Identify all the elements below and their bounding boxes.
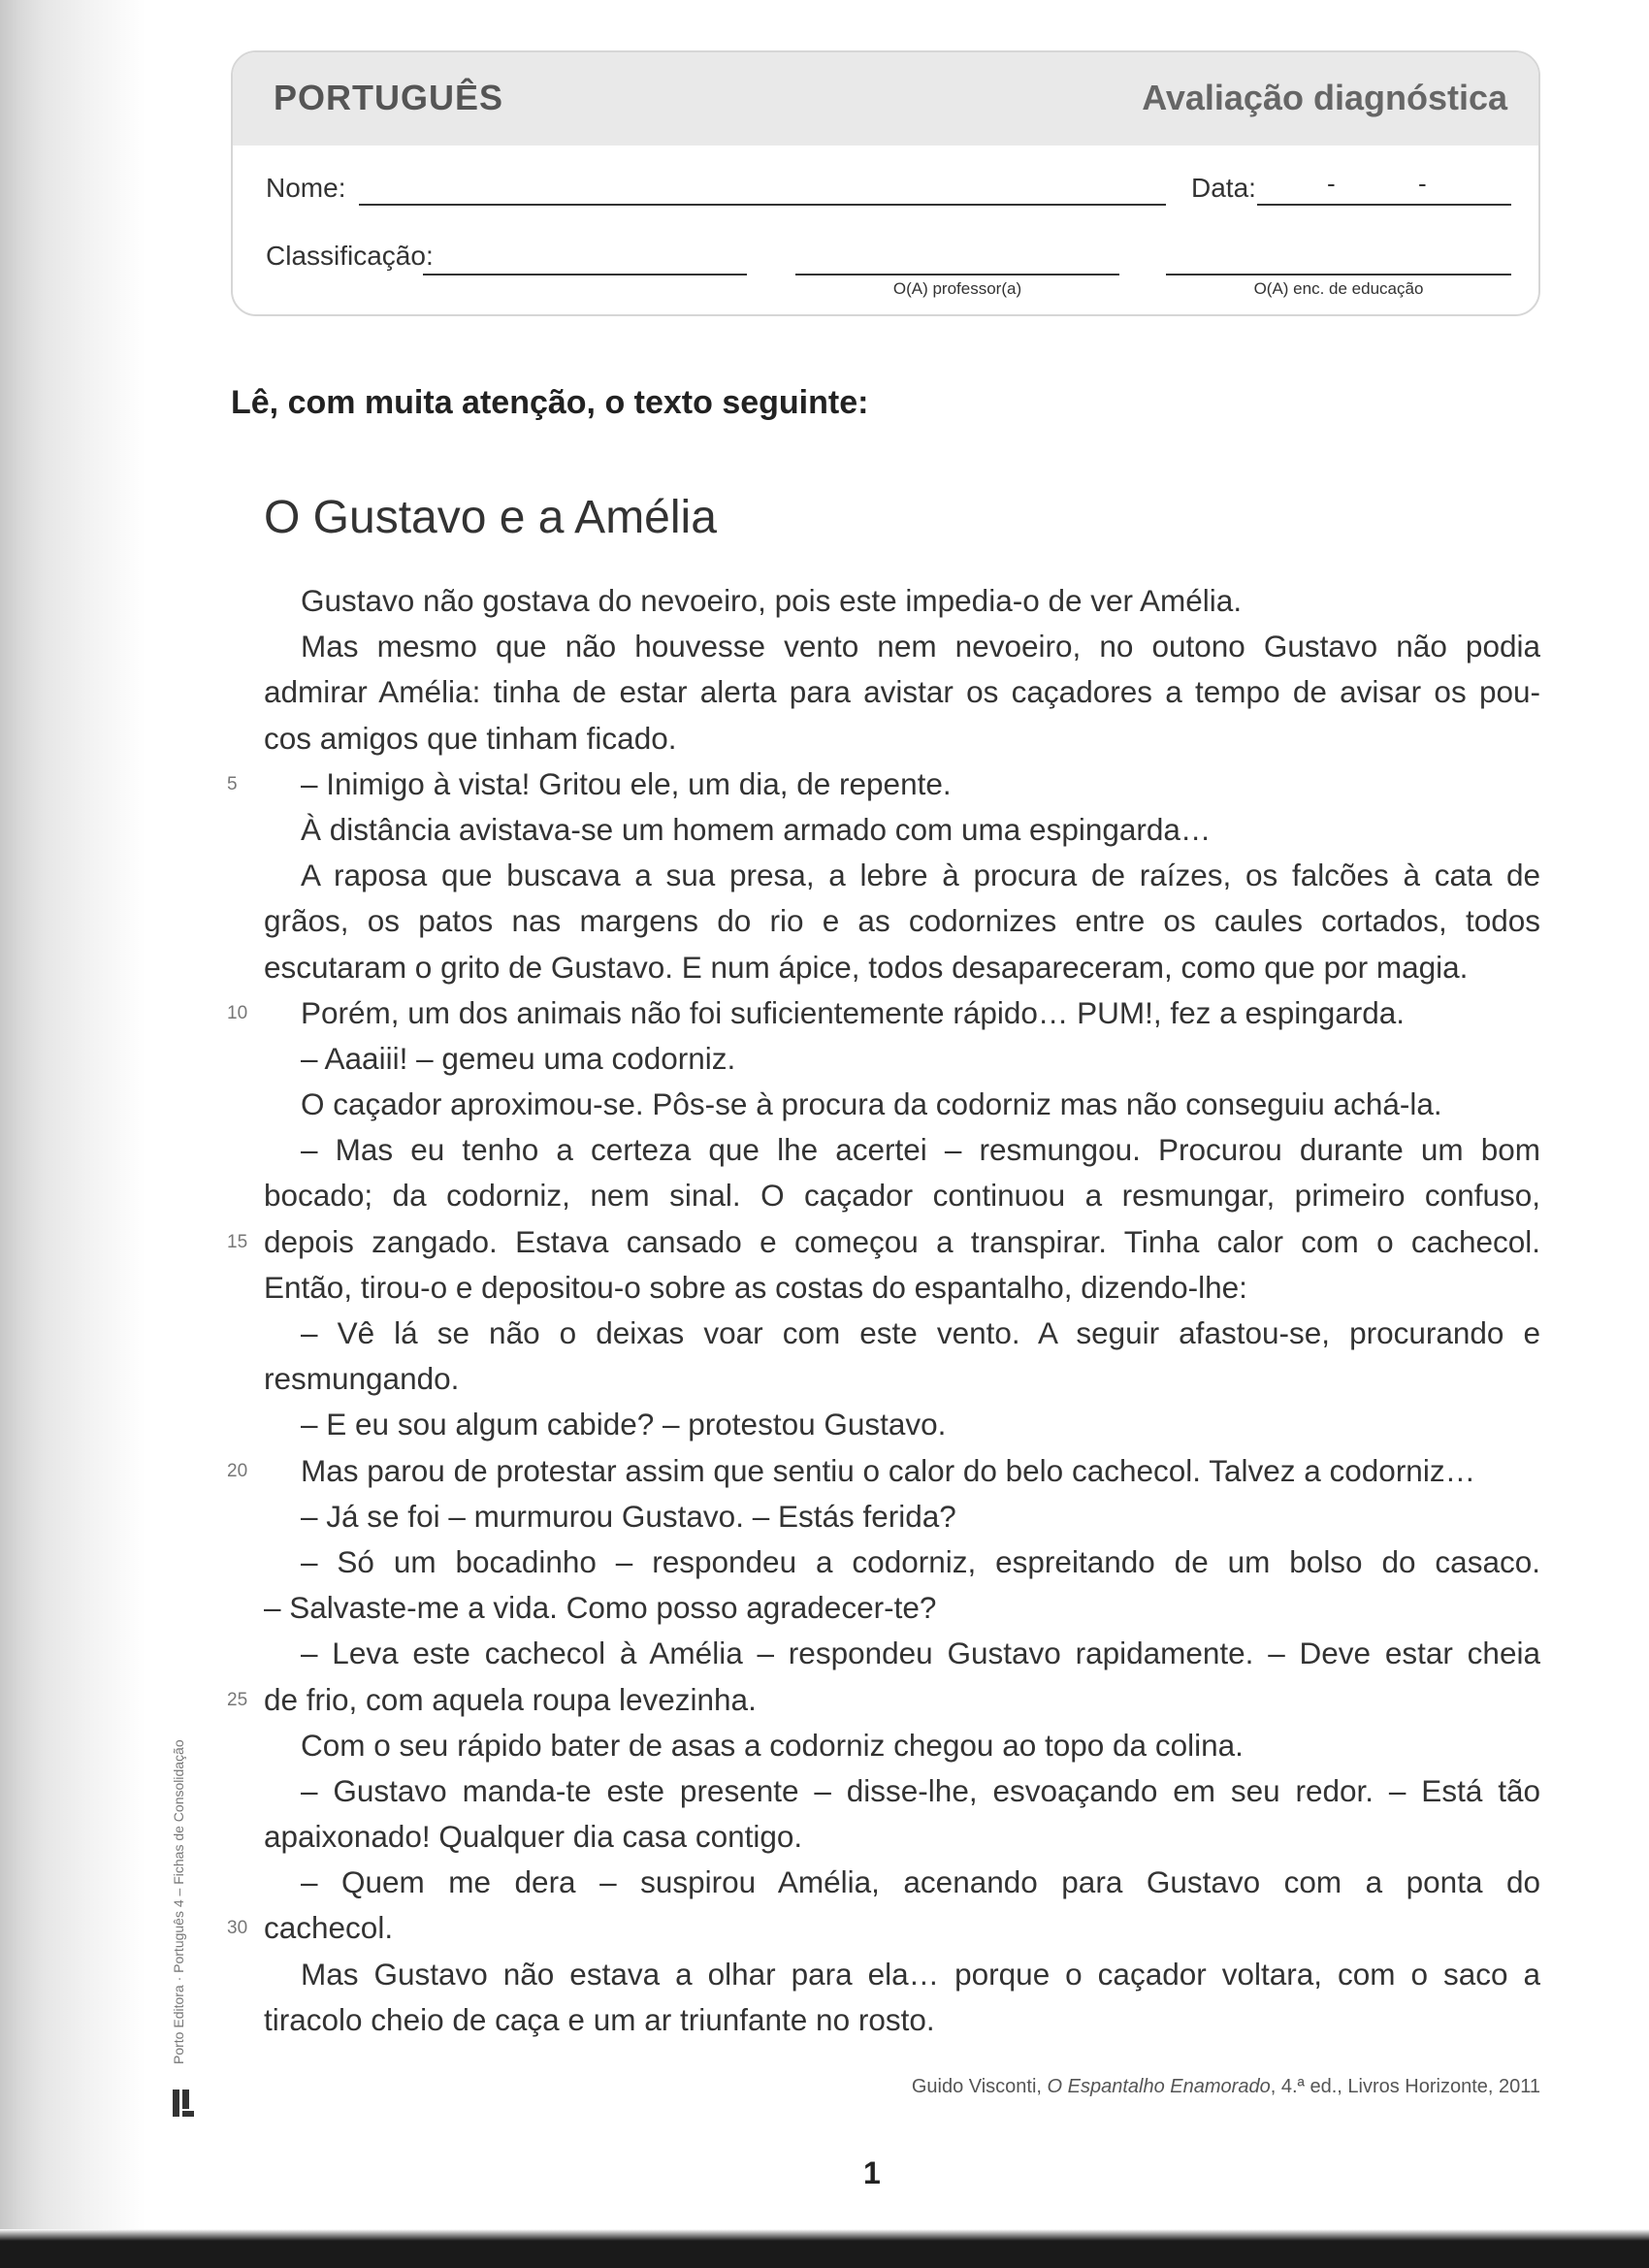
grade-label: Classificação: bbox=[266, 241, 434, 271]
date-separator: - bbox=[1418, 169, 1427, 198]
text-line-content: – Quem me dera – suspirou Amélia, acenando para Gustavo com a ponta do bbox=[301, 1864, 1540, 1900]
story-title: O Gustavo e a Amélia bbox=[264, 492, 717, 543]
publisher-logo-icon bbox=[171, 2086, 196, 2121]
text-line-content: – Mas eu tenho a certeza que lhe acertei – resmungou. Procurou durante um bom bbox=[301, 1132, 1540, 1168]
text-line bbox=[227, 1219, 1540, 1265]
text-line-content: – Só um bocadinho – respondeu a codorniz, espreitando de um bolso do casaco. bbox=[301, 1543, 1540, 1579]
text-line-content: – Já se foi – murmurou Gustavo. – Estás ferida? bbox=[301, 1498, 956, 1534]
text-line bbox=[264, 1402, 1540, 1447]
text-line-content: – E eu sou algum cabide? – protestou Gustavo. bbox=[301, 1407, 947, 1442]
text-line-content: cos amigos que tinham ficado. bbox=[264, 720, 677, 756]
line-number: 30 bbox=[227, 1918, 248, 1939]
text-line bbox=[264, 1036, 1540, 1082]
text-line-content: – Salvaste-me a vida. Como posso agradecer-te? bbox=[264, 1590, 937, 1626]
line-number: 10 bbox=[227, 1002, 248, 1023]
text-line bbox=[264, 578, 1540, 624]
subject-title: PORTUGUÊS bbox=[274, 78, 504, 117]
text-line-content: Porém, um dos animais não foi suficientemente rápido… PUM!, fez a espingarda. bbox=[301, 994, 1406, 1030]
line-number: 25 bbox=[227, 1689, 248, 1710]
date-field[interactable] bbox=[1257, 204, 1511, 206]
text-line bbox=[264, 853, 1540, 898]
text-line-content: – Inimigo à vista! Gritou ele, um dia, de repente. bbox=[301, 765, 952, 801]
instruction: Lê, com muita atenção, o texto seguinte: bbox=[231, 384, 869, 421]
name-field[interactable] bbox=[359, 204, 1166, 206]
date-label: Data: bbox=[1191, 173, 1256, 203]
text-line bbox=[264, 1768, 1540, 1814]
text-line-content: Mas mesmo que não houvesse vento nem nevoeiro, no outono Gustavo não podia bbox=[301, 629, 1540, 664]
text-line-content: escutaram o grito de Gustavo. E num ápice, todos desapareceram, como que por magia. bbox=[264, 949, 1469, 985]
text-line-content: depois zangado. Estava cansado e começou a transpirar. Tinha calor com o cachecol. bbox=[264, 1223, 1540, 1259]
text-line bbox=[264, 1814, 1540, 1860]
text-line bbox=[264, 1539, 1540, 1585]
line-number: 5 bbox=[227, 773, 238, 794]
text-line bbox=[264, 807, 1540, 853]
text-line bbox=[264, 624, 1540, 669]
text-line bbox=[264, 1173, 1540, 1218]
text-line bbox=[264, 1952, 1540, 1997]
text-line bbox=[227, 1448, 1540, 1494]
text-line bbox=[264, 898, 1540, 944]
line-number: 15 bbox=[227, 1231, 248, 1252]
text-line bbox=[264, 945, 1540, 990]
text-line-content: Gustavo não gostava do nevoeiro, pois este impedia-o de ver Amélia. bbox=[301, 583, 1243, 618]
text-line bbox=[264, 669, 1540, 715]
text-line bbox=[227, 1677, 1540, 1723]
text-line bbox=[264, 1494, 1540, 1539]
text-line-content: O caçador aproximou-se. Pôs-se à procura da codorniz mas não conseguiu achá-la. bbox=[301, 1086, 1442, 1122]
text-line bbox=[264, 1082, 1540, 1127]
text-line bbox=[264, 1585, 1540, 1631]
side-credit: Porto Editora · Português 4 – Fichas de Consolidação bbox=[171, 1739, 186, 2064]
guardian-signature-line[interactable] bbox=[1166, 274, 1511, 275]
text-line bbox=[264, 1997, 1540, 2043]
text-line-content: Mas parou de protestar assim que sentiu o calor do belo cachecol. Talvez a codorniz… bbox=[301, 1452, 1476, 1488]
text-line-content: Mas Gustavo não estava a olhar para ela… porque o caçador voltara, com o saco a bbox=[301, 1956, 1540, 1992]
text-line bbox=[264, 1631, 1540, 1676]
text-line bbox=[264, 1723, 1540, 1768]
teacher-signature-line[interactable] bbox=[795, 274, 1119, 275]
text-line-content: tiracolo cheio de caça e um ar triunfante no rosto. bbox=[264, 2001, 935, 2037]
text-line-content: de frio, com aquela roupa levezinha. bbox=[264, 1681, 757, 1717]
text-line-content: Então, tirou-o e depositou-o sobre as costas do espantalho, dizendo-lhe: bbox=[264, 1269, 1247, 1305]
text-line bbox=[227, 990, 1540, 1036]
story-text bbox=[227, 578, 1540, 2043]
text-line-content: À distância avistava-se um homem armado com uma espingarda… bbox=[301, 811, 1212, 847]
name-label: Nome: bbox=[266, 173, 346, 203]
text-line-content: A raposa que buscava a sua presa, a lebre à procura de raízes, os falcões à cata de bbox=[301, 858, 1540, 893]
text-line bbox=[264, 716, 1540, 761]
text-line bbox=[264, 1127, 1540, 1173]
text-line-content: apaixonado! Qualquer dia casa contigo. bbox=[264, 1819, 803, 1855]
text-line-content: Com o seu rápido bater de asas a codorniz chegou ao topo da colina. bbox=[301, 1727, 1244, 1763]
header-box bbox=[231, 50, 1540, 316]
text-line bbox=[264, 1860, 1540, 1905]
page-number: 1 bbox=[863, 2155, 881, 2190]
text-line-content: admirar Amélia: tinha de estar alerta para avistar os caçadores a tempo de avisar os pou- bbox=[264, 674, 1540, 710]
text-line bbox=[264, 1356, 1540, 1402]
guardian-caption: O(A) enc. de educação bbox=[1253, 279, 1424, 298]
scan-edge bbox=[0, 2229, 1649, 2268]
teacher-caption: O(A) professor(a) bbox=[892, 279, 1022, 298]
text-line-content: – Gustavo manda-te este presente – disse-lhe, esvoaçando em seu redor. – Está tão bbox=[301, 1772, 1540, 1808]
text-line-content: cachecol. bbox=[264, 1910, 394, 1946]
text-line-content: – Leva este cachecol à Amélia – respondeu Gustavo rapidamente. – Deve estar cheia bbox=[301, 1636, 1540, 1671]
source-author: Guido Visconti, bbox=[911, 2076, 1048, 2097]
line-number: 20 bbox=[227, 1460, 248, 1481]
grade-field[interactable] bbox=[423, 274, 747, 275]
text-line bbox=[264, 1311, 1540, 1356]
text-line-content: – Vê lá se não o deixas voar com este vento. A seguir afastou-se, procurando e bbox=[301, 1315, 1540, 1350]
text-line-content: – Aaaiii! – gemeu uma codorniz. bbox=[301, 1040, 736, 1076]
assessment-type: Avaliação diagnóstica bbox=[1142, 78, 1507, 117]
source-book: O Espantalho Enamorado bbox=[1047, 2076, 1271, 2097]
text-line-content: grãos, os patos nas margens do rio e as codornizes entre os caules cortados, todos bbox=[264, 903, 1540, 939]
text-line bbox=[227, 1905, 1540, 1951]
text-line-content: resmungando. bbox=[264, 1361, 460, 1397]
source-citation bbox=[912, 2076, 1540, 2098]
text-line bbox=[227, 761, 1540, 807]
date-separator: - bbox=[1327, 169, 1336, 198]
text-line-content: bocado; da codorniz, nem sinal. O caçador continuou a resmungar, primeiro confuso, bbox=[264, 1178, 1540, 1214]
text-line bbox=[264, 1265, 1540, 1311]
source-details: , 4.ª ed., Livros Horizonte, 2011 bbox=[1270, 2076, 1540, 2097]
